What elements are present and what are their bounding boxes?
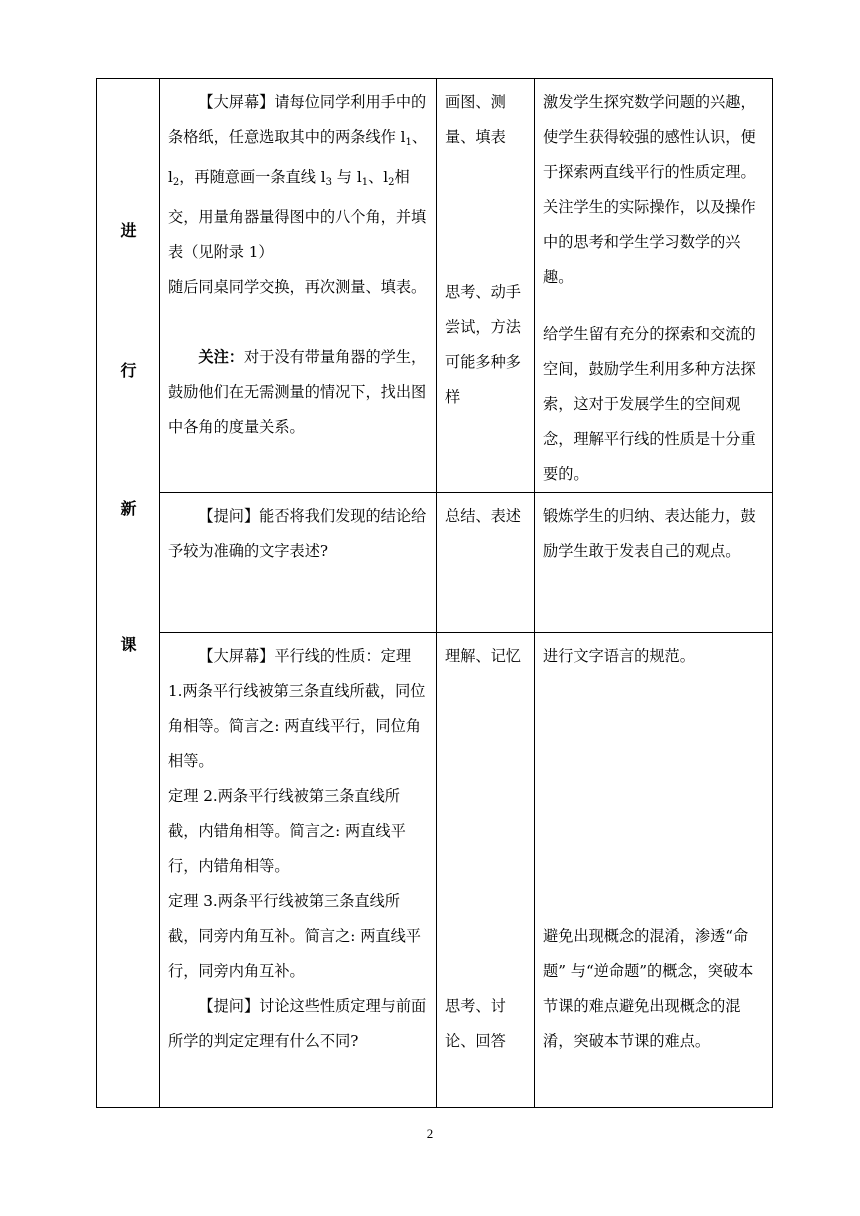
section-label-char: 进 <box>120 221 137 240</box>
activity-text: 思考、动手尝试，方法可能多种多样 <box>445 283 521 406</box>
purpose-text: 避免出现概念的混淆，渗透“命题” 与“逆命题”的概念，突破本节课的难点避免出现概念的混淆，突破本节课的难点。 <box>543 927 754 1050</box>
purpose-cell <box>535 633 773 1108</box>
activity-cell <box>437 79 535 493</box>
activity-text: 总结、表述 <box>445 507 521 525</box>
content-cell <box>160 79 437 493</box>
purpose-text: 锻炼学生的归纳、表达能力，鼓励学生敢于发表自己的观点。 <box>543 507 756 560</box>
purpose-text: 激发学生探究数学问题的兴趣，使学生获得较强的感性认识，便于探索两直线平行的性质定理。关注学生的实际操作，以及操作中的思考和学生学习数学的兴趣。 <box>543 93 756 286</box>
activity-text: 理解、记忆 <box>445 647 521 665</box>
purpose-cell <box>535 493 773 633</box>
section-label-cell <box>97 79 160 1108</box>
content-paragraph: 【提问】讨论这些性质定理与前面所学的判定定理有什么不同? <box>168 997 427 1050</box>
purpose-cell <box>535 79 773 493</box>
content-cell <box>160 633 437 1108</box>
content-paragraph: 定理 3.两条平行线被第三条直线所截，同旁内角互补。简言之: 两直线平行，同旁内角互补。 <box>168 892 421 980</box>
table-row <box>97 79 773 493</box>
content-paragraph: 【大屏幕】请每位同学利用手中的条格纸，任意选取其中的两条线作 $l_1$、$l_2$，再随意画一条直线 $l_3$ 与 $l_1$、$l_2$相交，用量角器量得图中的八个角，并填表（见附录 1） <box>168 93 428 261</box>
activity-cell <box>437 633 535 1108</box>
content-paragraph: 【提问】能否将我们发现的结论给予较为准确的文字表述? <box>168 507 427 560</box>
activity-text: 思考、讨论、回答 <box>445 997 506 1050</box>
content-paragraph: 随后同桌同学交换，再次测量、填表。 <box>168 278 427 296</box>
section-label-char: 新 <box>120 499 137 518</box>
content-cell <box>160 493 437 633</box>
content-paragraph: 【大屏幕】平行线的性质：定理 1.两条平行线被第三条直线所截，同位角相等。简言之: 两直线平行，同位角相等。 <box>168 647 426 770</box>
note-paragraph: 关注：对于没有带量角器的学生，鼓励他们在无需测量的情况下，找出图中各角的度量关系。 <box>168 348 427 436</box>
lesson-plan-table <box>96 78 773 1108</box>
table-row <box>97 493 773 633</box>
section-label-char: 行 <box>120 361 137 380</box>
purpose-text: 进行文字语言的规范。 <box>543 647 695 665</box>
activity-text: 画图、测量、填表 <box>445 93 506 146</box>
activity-cell <box>437 493 535 633</box>
page-number: 2 <box>426 1126 434 1141</box>
purpose-text: 给学生留有充分的探索和交流的空间，鼓励学生利用多种方法探索，这对于发展学生的空间观念，理解平行线的性质是十分重要的。 <box>543 325 756 483</box>
section-label-char: 课 <box>120 635 137 654</box>
table-row <box>97 633 773 1108</box>
content-paragraph: 定理 2.两条平行线被第三条直线所截，内错角相等。简言之: 两直线平行，内错角相等。 <box>168 787 406 875</box>
